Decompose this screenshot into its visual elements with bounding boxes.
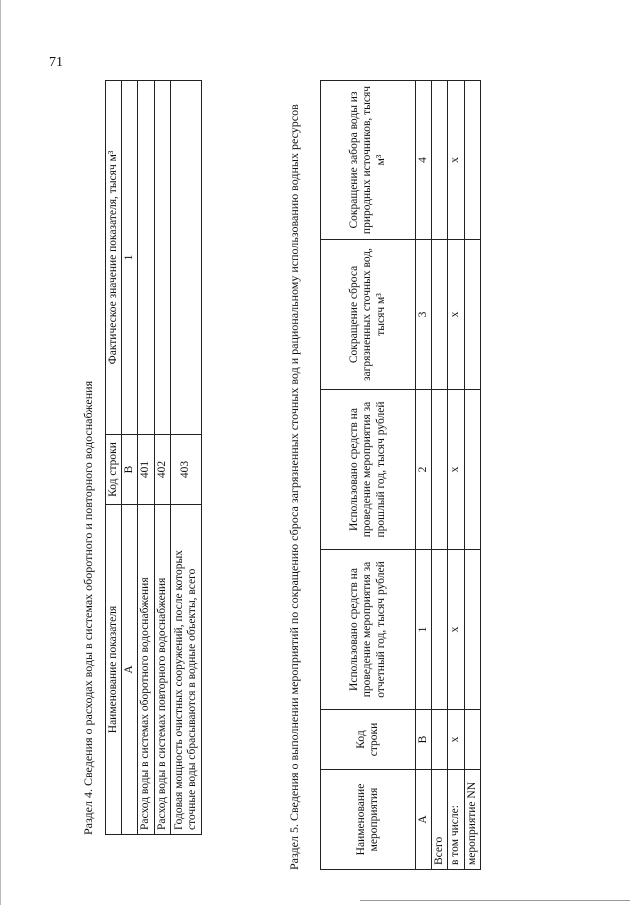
row-cell [432,240,448,390]
row-name: Расход воды в системах оборотного водоснабжения [138,505,154,835]
page-number: 71 [49,54,64,70]
header-name: Наименование показателя [106,505,122,835]
subheader-cell: А [122,505,138,835]
header-name: Наименование мероприятия [321,770,416,870]
row-name: в том числе: [448,770,464,870]
table-row [138,81,154,835]
subheader-cell: В [416,710,432,770]
subheader-cell: 3 [416,240,432,390]
table-subheader-row [416,81,432,870]
subheader-cell: 2 [416,390,432,550]
row-code: x [448,710,464,770]
row-cell [432,550,448,710]
row-cell [464,81,480,240]
table-header-row [106,81,122,835]
row-value [170,81,201,435]
table-header-row [321,81,416,870]
table-row [154,81,170,835]
row-cell: x [448,240,464,390]
header-value: Фактическое значение показателя, тысяч м³ [106,81,122,435]
row-cell: x [448,550,464,710]
header-col2: Использовано средств на проведение мероприятия за прошлый год, тысяч рублей [321,390,416,550]
header-code: Код строки [321,710,416,770]
scan-edge [0,0,1,905]
row-code [432,710,448,770]
scan-edge-bottom [360,900,630,901]
rotated-content [20,20,620,880]
section4-table [105,80,202,835]
subheader-cell: 1 [416,550,432,710]
row-name: Всего [432,770,448,870]
row-code: 402 [154,435,170,505]
section4-heading: Раздел 4. Сведения о расходах воды в системах оборотного и повторного водоснабжения [81,380,95,835]
subheader-cell: А [416,770,432,870]
subheader-cell: 4 [416,81,432,240]
row-name: Расход воды в системах повторного водоснабжения [154,505,170,835]
row-cell [464,550,480,710]
header-col4: Сокращение забора воды из природных источников, тысяч м³ [321,81,416,240]
table-row [170,81,201,835]
row-name: мероприятие NN [464,770,480,870]
header-code: Код строки [106,435,122,505]
row-name: Годовая мощность очистных сооружений, после которых сточные воды сбрасываются в водные объекты, всего [170,505,201,835]
row-value [154,81,170,435]
row-cell [464,390,480,550]
table-row [448,81,464,870]
row-code: 403 [170,435,201,505]
row-cell [432,390,448,550]
table-row [432,81,448,870]
row-code: 401 [138,435,154,505]
row-cell [464,240,480,390]
section5-heading: Раздел 5. Сведения о выполнении мероприятий по сокращению сброса загрязненных сточных вод и рациональному использованию водных ресурсов [287,104,301,870]
table-subheader-row [122,81,138,835]
table-row [464,81,480,870]
subheader-cell: В [122,435,138,505]
section5-table [320,80,481,870]
row-cell: x [448,81,464,240]
row-cell [432,81,448,240]
row-code [464,710,480,770]
row-value [138,81,154,435]
header-col1: Использовано средств на проведение мероприятия за отчетный год, тысяч рублей [321,550,416,710]
subheader-cell: 1 [122,81,138,435]
row-cell: x [448,390,464,550]
header-col3: Сокращение сброса загрязненных сточных вод, тысяч м³ [321,240,416,390]
